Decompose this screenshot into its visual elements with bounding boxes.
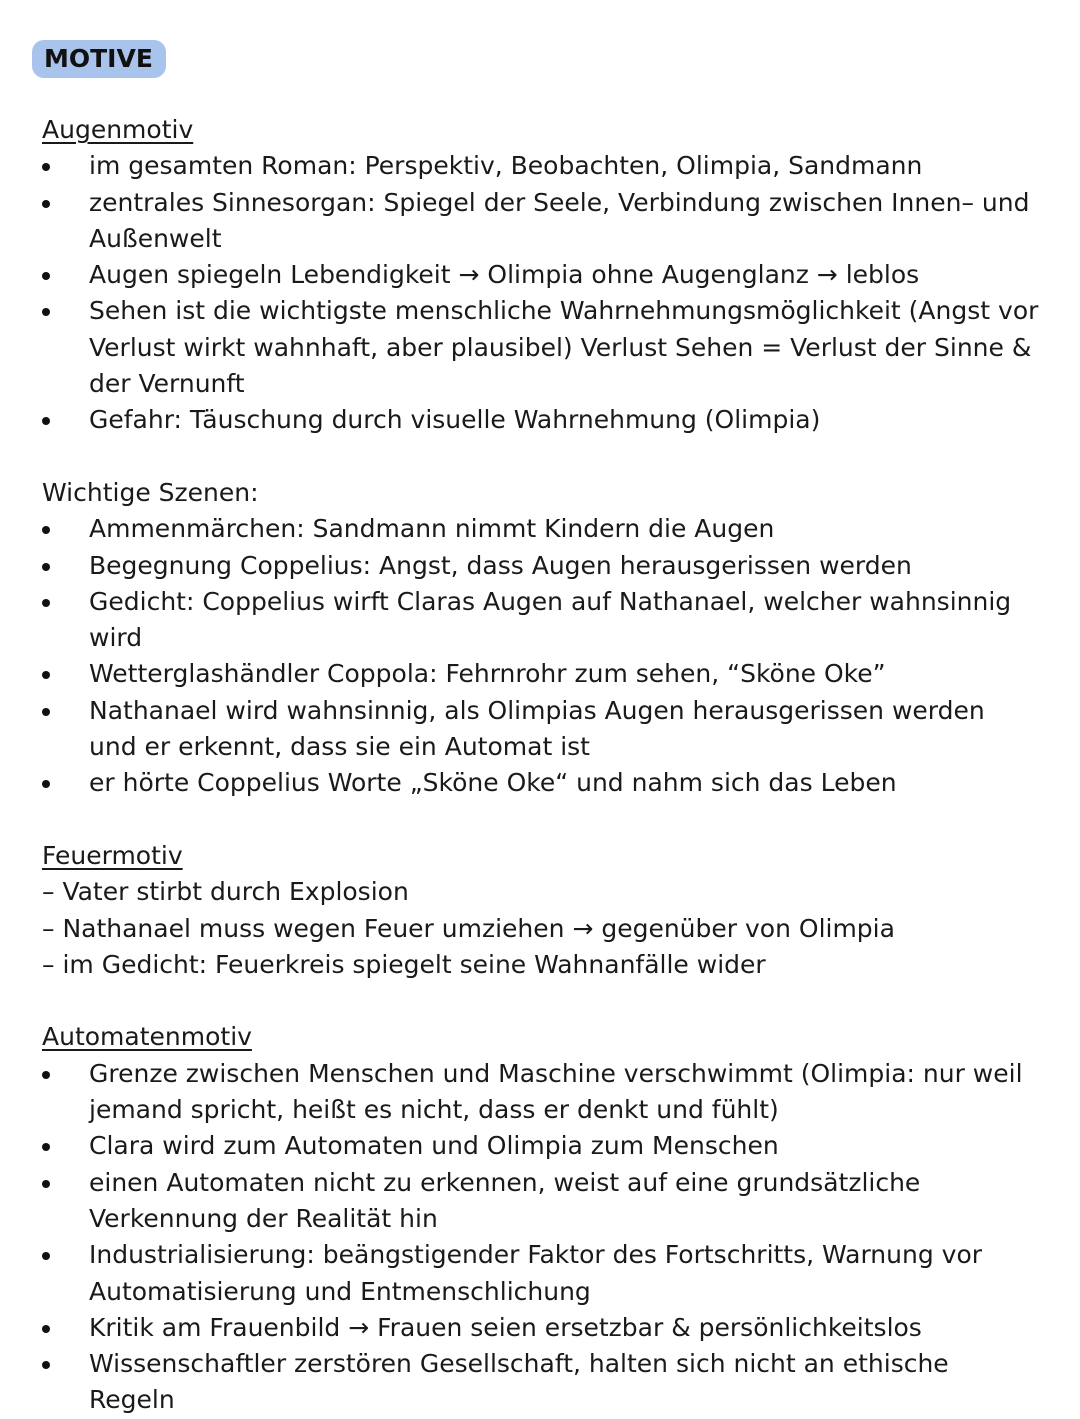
list-item: Ammenmärchen: Sandmann nimmt Kindern die Augen <box>42 511 1040 547</box>
list-item: Grenze zwischen Menschen und Maschine verschwimmt (Olimpia: nur weil jemand spricht, heißt es nicht, dass er denkt und fühlt) <box>42 1056 1040 1129</box>
section-automatenmotiv <box>42 1019 1040 1418</box>
list-item: im gesamten Roman: Perspektiv, Beobachten, Olimpia, Sandmann <box>42 148 1040 184</box>
bullet-icon <box>42 308 50 316</box>
list-item: – im Gedicht: Feuerkreis spiegelt seine Wahnanfälle wider <box>42 949 766 979</box>
bullet-icon <box>42 1325 50 1333</box>
section-title-automatenmotiv: Automatenmotiv <box>42 1022 252 1052</box>
section-augenmotiv <box>42 112 1040 439</box>
list-item: – Vater stirbt durch Explosion <box>42 877 409 907</box>
bullet-icon <box>42 200 50 208</box>
list-item: Augen spiegeln Lebendigkeit → Olimpia ohne Augenglanz → leblos <box>42 257 1040 293</box>
list-item: Wissenschaftler zerstören Gesellschaft, halten sich nicht an ethische Regeln <box>42 1346 1040 1419</box>
list-automatenmotiv <box>42 1056 1040 1419</box>
bullet-icon <box>42 1071 50 1079</box>
bullet-icon <box>42 272 50 280</box>
list-item: Gedicht: Coppelius wirft Claras Augen auf Nathanael, welcher wahnsinnig wird <box>42 584 1040 657</box>
section-title-wichtige-szenen: Wichtige Szenen: <box>42 477 259 507</box>
list-item: Wetterglashändler Coppola: Fehrnrohr zum sehen, “Sköne Oke” <box>42 656 1040 692</box>
list-augenmotiv <box>42 148 1040 438</box>
list-item: Clara wird zum Automaten und Olimpia zum Menschen <box>42 1128 1040 1164</box>
list-item: Kritik am Frauenbild → Frauen seien ersetzbar & persönlichkeitslos <box>42 1310 1040 1346</box>
bullet-icon <box>42 1252 50 1260</box>
list-item: Begegnung Coppelius: Angst, dass Augen herausgerissen werden <box>42 548 1040 584</box>
list-item: einen Automaten nicht zu erkennen, weist auf eine grundsätzliche Verkennung der Realität hin <box>42 1165 1040 1238</box>
bullet-icon <box>42 163 50 171</box>
motive-tag: MOTIVE <box>32 40 166 78</box>
list-item: zentrales Sinnesorgan: Spiegel der Seele, Verbindung zwischen Innen– und Außenwelt <box>42 185 1040 258</box>
list-item: Gefahr: Täuschung durch visuelle Wahrnehmung (Olimpia) <box>42 402 1040 438</box>
bullet-icon <box>42 526 50 534</box>
bullet-icon <box>42 1180 50 1188</box>
list-wichtige-szenen <box>42 511 1040 801</box>
section-title-augenmotiv: Augenmotiv <box>42 115 194 144</box>
list-item: er hörte Coppelius Worte „Sköne Oke“ und nahm sich das Leben <box>42 765 1040 801</box>
bullet-icon <box>42 1361 50 1369</box>
bullet-icon <box>42 563 50 571</box>
bullet-icon <box>42 1143 50 1151</box>
list-feuermotiv <box>42 874 1040 983</box>
section-title-feuermotiv: Feuermotiv <box>42 840 183 870</box>
bullet-icon <box>42 417 50 425</box>
section-feuermotiv <box>42 838 1040 983</box>
list-item: Nathanael wird wahnsinnig, als Olimpias Augen herausgerissen werden und er erkennt, dass sie ein Automat ist <box>42 693 1040 766</box>
bullet-icon <box>42 671 50 679</box>
section-wichtige-szenen <box>42 475 1040 802</box>
list-item: Sehen ist die wichtigste menschliche Wahrnehmungsmöglichkeit (Angst vor Verlust wirkt wahnhaft, aber plausibel) Verlust Sehen = Verlust der Sinne & der Vernunft <box>42 293 1040 402</box>
bullet-icon <box>42 599 50 607</box>
list-item: Industrialisierung: beängstigender Faktor des Fortschritts, Warnung vor Automatisierung und Entmenschlichung <box>42 1237 1040 1310</box>
bullet-icon <box>42 780 50 788</box>
list-item: – Nathanael muss wegen Feuer umziehen → gegenüber von Olimpia <box>42 913 895 943</box>
bullet-icon <box>42 708 50 716</box>
